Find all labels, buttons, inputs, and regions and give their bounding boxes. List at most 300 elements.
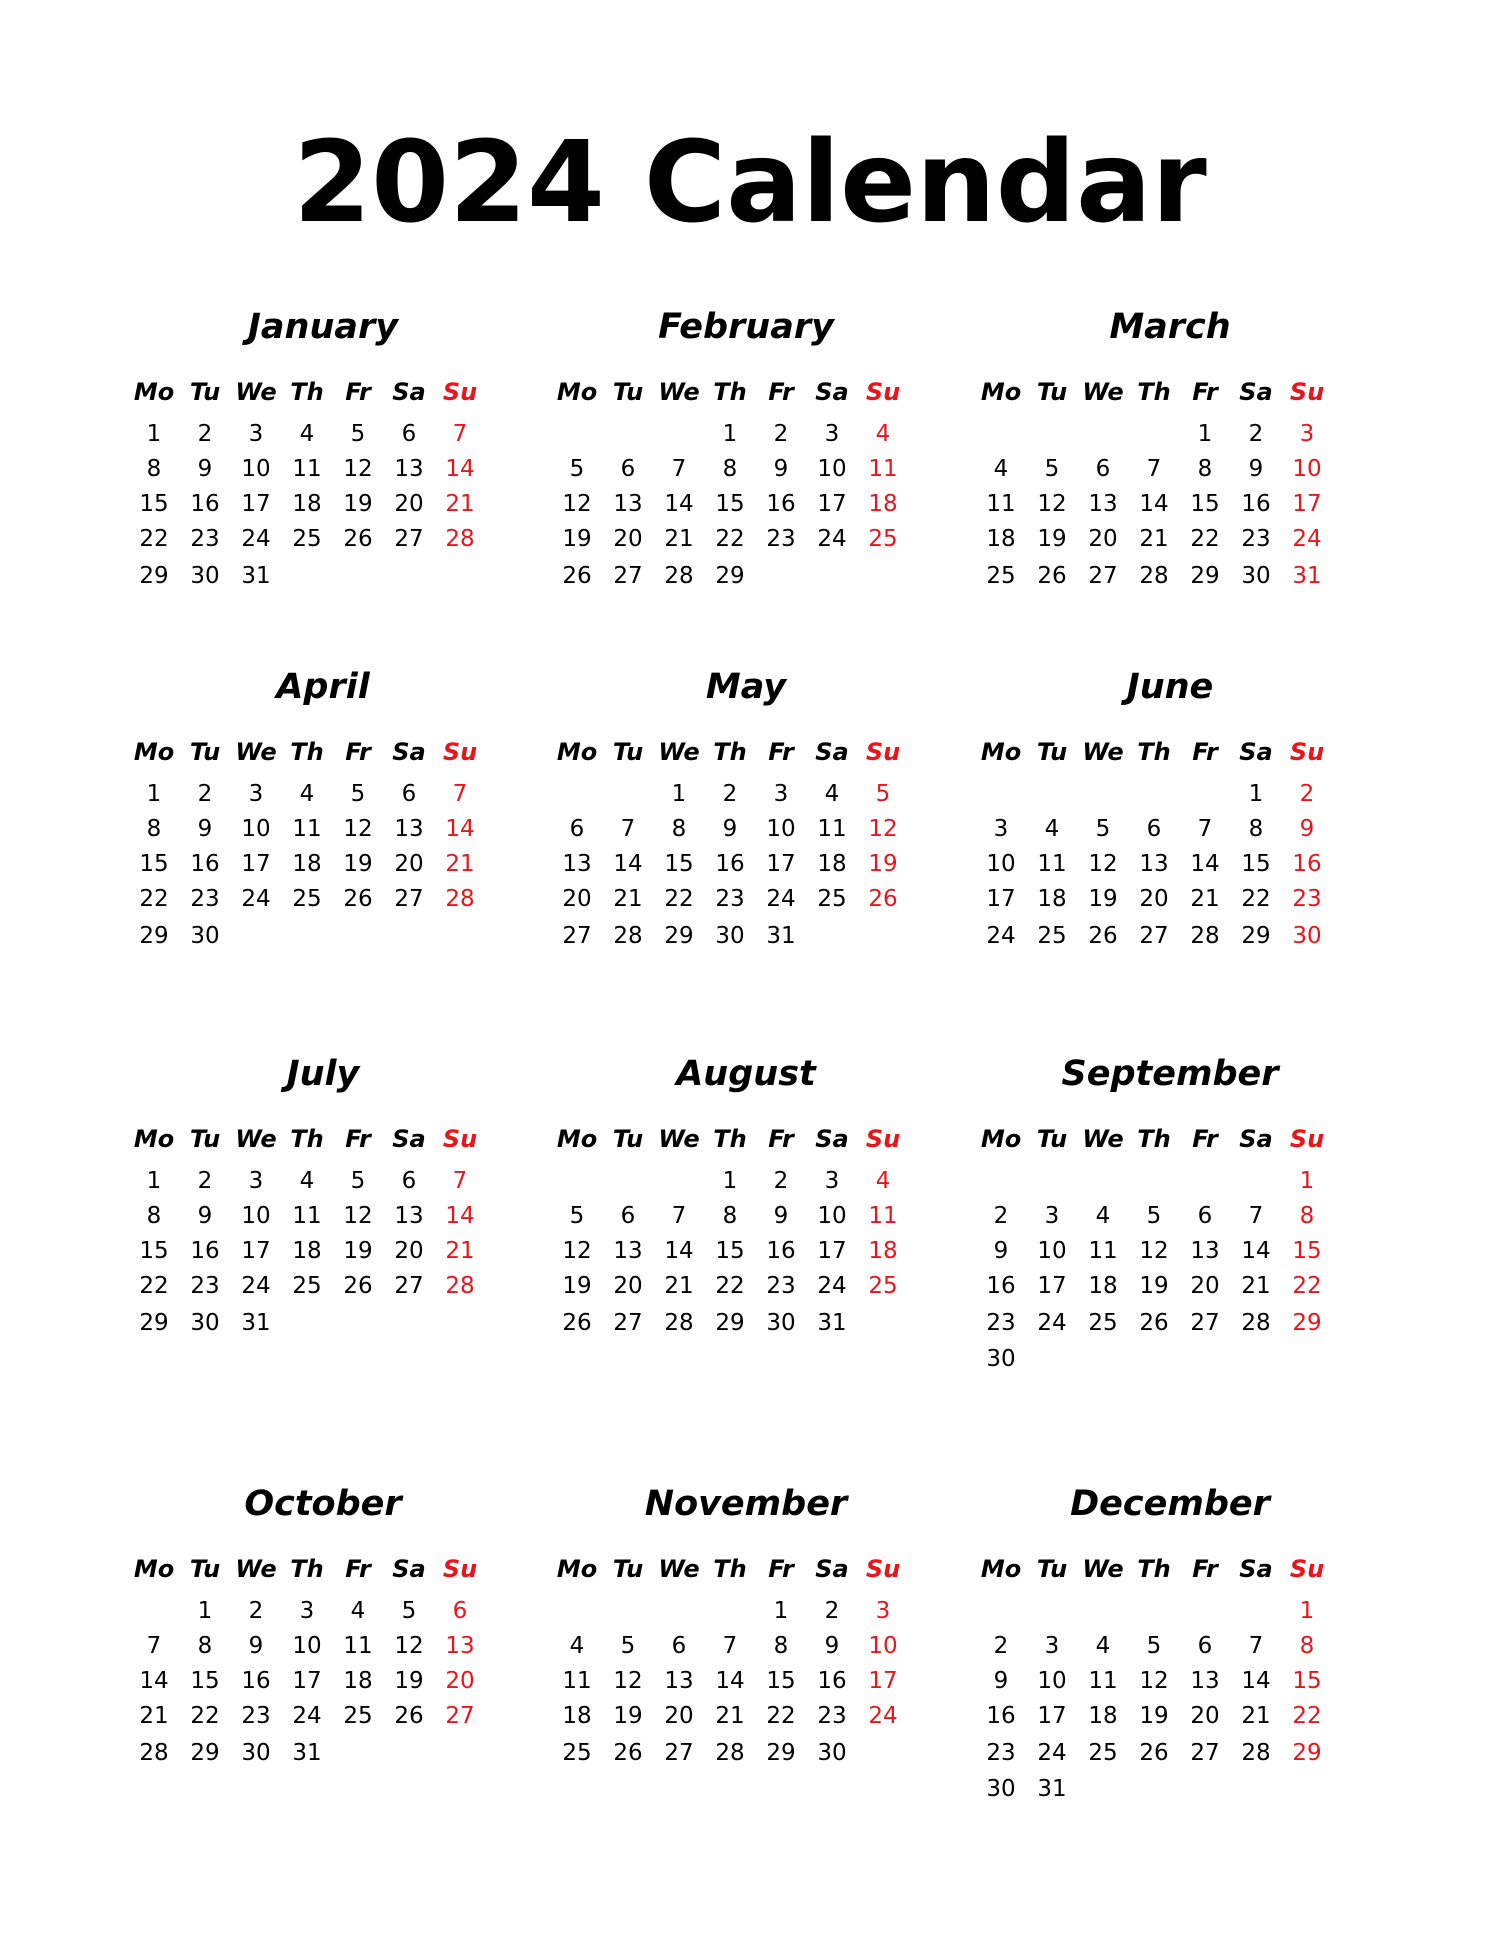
day-cell: 19 [1037,526,1067,552]
day-cell: 22 [139,1273,169,1299]
weekday-header-tu: Tu [189,738,221,766]
day-cell: 15 [190,1668,220,1694]
day-cell: 25 [292,886,322,912]
weekday-header-tu: Tu [1036,378,1068,406]
day-cell-sunday: 7 [452,421,468,447]
weekday-header-tu: Tu [1036,738,1068,766]
day-cell: 2 [248,1598,264,1624]
weekday-header-th: Th [713,1555,747,1583]
day-cell: 27 [1190,1310,1220,1336]
day-cell: 16 [190,491,220,517]
weekday-header-fr: Fr [345,1555,371,1583]
day-cell: 26 [1037,563,1067,589]
weekday-header-sa: Sa [392,378,426,406]
day-cell: 13 [613,1238,643,1264]
day-cell: 9 [773,1203,789,1229]
day-cell: 8 [146,456,162,482]
day-cell-sunday: 13 [445,1633,475,1659]
weekday-header-sa: Sa [815,1555,849,1583]
day-cell: 13 [562,851,592,877]
day-cell-sunday: 10 [1292,456,1322,482]
weekday-header-fr: Fr [768,738,794,766]
day-cell: 24 [817,1273,847,1299]
day-cell: 26 [1088,923,1118,949]
day-cell: 26 [343,1273,373,1299]
day-cell: 21 [1190,886,1220,912]
day-cell: 17 [986,886,1016,912]
day-cell: 24 [292,1703,322,1729]
day-cell: 6 [1146,816,1162,842]
day-cell: 15 [766,1668,796,1694]
day-cell: 25 [1037,923,1067,949]
weekday-header-we: We [1082,1555,1124,1583]
day-cell: 21 [715,1703,745,1729]
day-cell: 20 [394,1238,424,1264]
day-cell: 15 [139,491,169,517]
day-cell: 9 [722,816,738,842]
day-cell-sunday: 4 [875,1168,891,1194]
day-cell: 6 [620,1203,636,1229]
day-cell: 20 [664,1703,694,1729]
day-cell: 16 [715,851,745,877]
day-cell-sunday: 17 [868,1668,898,1694]
day-cell: 30 [766,1310,796,1336]
weekday-header-th: Th [713,738,747,766]
day-cell: 22 [139,886,169,912]
day-cell: 18 [343,1668,373,1694]
day-cell: 11 [817,816,847,842]
day-cell: 28 [715,1740,745,1766]
day-cell: 2 [773,1168,789,1194]
day-cell: 9 [773,456,789,482]
weekday-header-su: Su [865,378,901,406]
day-cell: 7 [671,456,687,482]
weekday-header-th: Th [290,738,324,766]
day-cell: 5 [1146,1203,1162,1229]
day-cell: 14 [1241,1238,1271,1264]
month-name: June [1126,667,1214,707]
day-cell: 25 [1088,1310,1118,1336]
day-cell-sunday: 1 [1299,1168,1315,1194]
day-cell: 13 [394,1203,424,1229]
day-cell: 27 [664,1740,694,1766]
weekday-header-sa: Sa [1239,1125,1273,1153]
day-cell: 28 [664,1310,694,1336]
day-cell: 10 [241,816,271,842]
day-cell: 7 [671,1203,687,1229]
day-cell-sunday: 3 [1299,421,1315,447]
day-cell: 19 [562,1273,592,1299]
weekday-header-mo: Mo [556,738,598,766]
day-cell: 31 [766,923,796,949]
day-cell-sunday: 8 [1299,1203,1315,1229]
day-cell: 18 [292,851,322,877]
day-cell: 10 [241,1203,271,1229]
day-cell: 19 [1088,886,1118,912]
day-cell: 28 [664,563,694,589]
day-cell: 28 [139,1740,169,1766]
weekday-header-tu: Tu [612,738,644,766]
weekday-header-su: Su [865,1555,901,1583]
weekday-header-th: Th [290,1125,324,1153]
day-cell: 19 [343,491,373,517]
day-cell: 10 [817,456,847,482]
weekday-header-mo: Mo [980,738,1022,766]
day-cell: 13 [394,816,424,842]
weekday-header-su: Su [442,1555,478,1583]
month-name: May [705,667,787,707]
day-cell: 3 [824,421,840,447]
day-cell: 16 [986,1703,1016,1729]
day-cell: 1 [1248,781,1264,807]
day-cell-sunday: 26 [868,886,898,912]
month-name: September [1061,1054,1279,1094]
day-cell: 4 [1044,816,1060,842]
day-cell: 13 [394,456,424,482]
day-cell: 2 [722,781,738,807]
day-cell: 1 [671,781,687,807]
day-cell: 2 [824,1598,840,1624]
day-cell: 30 [986,1346,1016,1372]
day-cell-sunday: 27 [445,1703,475,1729]
day-cell: 1 [146,781,162,807]
day-cell: 21 [664,526,694,552]
weekday-header-sa: Sa [1239,1555,1273,1583]
day-cell: 20 [1190,1703,1220,1729]
day-cell: 8 [146,816,162,842]
day-cell: 14 [1190,851,1220,877]
weekday-header-fr: Fr [345,1125,371,1153]
weekday-header-mo: Mo [556,1125,598,1153]
day-cell: 29 [1190,563,1220,589]
day-cell: 13 [1190,1668,1220,1694]
day-cell-sunday: 7 [452,781,468,807]
day-cell-sunday: 25 [868,1273,898,1299]
weekday-header-mo: Mo [133,738,175,766]
day-cell: 2 [197,781,213,807]
day-cell: 29 [1241,923,1271,949]
weekday-header-sa: Sa [815,738,849,766]
day-cell: 31 [1037,1776,1067,1802]
day-cell: 4 [824,781,840,807]
day-cell: 31 [241,563,271,589]
day-cell: 5 [569,456,585,482]
day-cell: 23 [986,1740,1016,1766]
day-cell: 20 [394,491,424,517]
day-cell-sunday: 4 [875,421,891,447]
day-cell-sunday: 17 [1292,491,1322,517]
day-cell: 27 [1190,1740,1220,1766]
day-cell: 26 [562,563,592,589]
weekday-header-mo: Mo [980,1125,1022,1153]
day-cell: 3 [248,1168,264,1194]
day-cell-sunday: 29 [1292,1740,1322,1766]
weekday-header-mo: Mo [133,378,175,406]
day-cell: 14 [664,1238,694,1264]
day-cell: 5 [350,781,366,807]
day-cell: 16 [766,491,796,517]
day-cell: 6 [401,421,417,447]
month-name: January [247,307,399,347]
day-cell: 16 [817,1668,847,1694]
day-cell: 3 [248,781,264,807]
day-cell: 23 [766,1273,796,1299]
day-cell: 11 [1037,851,1067,877]
day-cell: 17 [292,1668,322,1694]
day-cell: 28 [1139,563,1169,589]
day-cell: 3 [824,1168,840,1194]
day-cell: 18 [986,526,1016,552]
day-cell: 13 [1088,491,1118,517]
day-cell-sunday: 16 [1292,851,1322,877]
day-cell: 18 [817,851,847,877]
day-cell: 15 [139,851,169,877]
day-cell: 29 [139,563,169,589]
day-cell-sunday: 18 [868,491,898,517]
day-cell: 27 [562,923,592,949]
weekday-header-su: Su [865,738,901,766]
day-cell: 4 [350,1598,366,1624]
day-cell: 6 [569,816,585,842]
month-name: July [286,1054,360,1094]
day-cell: 4 [1095,1203,1111,1229]
day-cell: 2 [197,421,213,447]
day-cell: 31 [241,1310,271,1336]
day-cell-sunday: 14 [445,816,475,842]
day-cell-sunday: 7 [452,1168,468,1194]
day-cell: 9 [197,816,213,842]
weekday-header-fr: Fr [1192,1555,1218,1583]
day-cell: 23 [986,1310,1016,1336]
day-cell: 1 [722,1168,738,1194]
day-cell: 22 [715,526,745,552]
day-cell: 12 [343,816,373,842]
day-cell: 3 [248,421,264,447]
weekday-header-tu: Tu [1036,1125,1068,1153]
day-cell: 20 [394,851,424,877]
day-cell-sunday: 15 [1292,1668,1322,1694]
day-cell: 6 [401,781,417,807]
day-cell: 19 [343,851,373,877]
day-cell: 1 [197,1598,213,1624]
day-cell-sunday: 12 [868,816,898,842]
day-cell: 21 [1241,1703,1271,1729]
day-cell: 13 [1190,1238,1220,1264]
day-cell: 29 [715,563,745,589]
day-cell: 24 [241,886,271,912]
weekday-header-sa: Sa [392,738,426,766]
day-cell: 9 [197,456,213,482]
day-cell: 16 [1241,491,1271,517]
day-cell: 30 [817,1740,847,1766]
day-cell: 11 [292,816,322,842]
day-cell: 12 [562,491,592,517]
day-cell: 10 [1037,1668,1067,1694]
day-cell-sunday: 29 [1292,1310,1322,1336]
day-cell: 8 [773,1633,789,1659]
day-cell: 5 [1146,1633,1162,1659]
day-cell: 26 [1139,1310,1169,1336]
day-cell: 7 [722,1633,738,1659]
day-cell: 25 [292,526,322,552]
day-cell: 16 [190,851,220,877]
day-cell: 14 [613,851,643,877]
day-cell: 6 [1197,1633,1213,1659]
day-cell-sunday: 21 [445,491,475,517]
day-cell: 13 [613,491,643,517]
day-cell: 19 [343,1238,373,1264]
day-cell: 21 [1139,526,1169,552]
day-cell: 3 [299,1598,315,1624]
day-cell-sunday: 24 [1292,526,1322,552]
day-cell: 16 [986,1273,1016,1299]
day-cell: 25 [817,886,847,912]
day-cell-sunday: 9 [1299,816,1315,842]
day-cell: 30 [1241,563,1271,589]
day-cell-sunday: 25 [868,526,898,552]
day-cell: 15 [715,1238,745,1264]
day-cell-sunday: 11 [868,456,898,482]
day-cell: 9 [1248,456,1264,482]
day-cell: 7 [1248,1633,1264,1659]
day-cell: 2 [993,1203,1009,1229]
day-cell: 21 [664,1273,694,1299]
day-cell: 5 [620,1633,636,1659]
day-cell: 22 [1241,886,1271,912]
weekday-header-tu: Tu [612,378,644,406]
day-cell: 7 [146,1633,162,1659]
day-cell: 25 [986,563,1016,589]
day-cell-sunday: 2 [1299,781,1315,807]
day-cell: 1 [146,421,162,447]
day-cell: 2 [773,421,789,447]
day-cell: 3 [773,781,789,807]
day-cell: 23 [190,886,220,912]
day-cell-sunday: 28 [445,886,475,912]
day-cell: 23 [817,1703,847,1729]
day-cell: 28 [613,923,643,949]
day-cell: 22 [1190,526,1220,552]
day-cell: 23 [190,526,220,552]
day-cell: 31 [817,1310,847,1336]
weekday-header-we: We [658,1555,700,1583]
weekday-header-th: Th [713,378,747,406]
day-cell: 7 [1146,456,1162,482]
weekday-header-mo: Mo [980,378,1022,406]
day-cell-sunday: 8 [1299,1633,1315,1659]
day-cell: 29 [190,1740,220,1766]
day-cell: 27 [1088,563,1118,589]
day-cell: 6 [401,1168,417,1194]
day-cell: 27 [394,886,424,912]
day-cell: 12 [1088,851,1118,877]
day-cell: 5 [569,1203,585,1229]
day-cell: 11 [562,1668,592,1694]
weekday-header-sa: Sa [1239,378,1273,406]
day-cell: 11 [292,1203,322,1229]
day-cell: 18 [1037,886,1067,912]
weekday-header-tu: Tu [612,1125,644,1153]
day-cell: 30 [190,1310,220,1336]
day-cell: 5 [401,1598,417,1624]
day-cell: 27 [613,1310,643,1336]
month-name: August [676,1054,816,1094]
weekday-header-sa: Sa [815,1125,849,1153]
day-cell-sunday: 11 [868,1203,898,1229]
month-name: February [658,307,834,347]
day-cell: 21 [1241,1273,1271,1299]
day-cell-sunday: 21 [445,851,475,877]
day-cell-sunday: 31 [1292,563,1322,589]
day-cell: 2 [1248,421,1264,447]
weekday-header-su: Su [1289,1125,1325,1153]
month-name: December [1070,1484,1270,1524]
weekday-header-we: We [235,1125,277,1153]
day-cell: 16 [241,1668,271,1694]
day-cell: 6 [671,1633,687,1659]
day-cell: 20 [613,526,643,552]
day-cell-sunday: 23 [1292,886,1322,912]
day-cell: 26 [343,886,373,912]
day-cell-sunday: 18 [868,1238,898,1264]
day-cell: 3 [993,816,1009,842]
day-cell: 14 [664,491,694,517]
weekday-header-fr: Fr [768,1125,794,1153]
day-cell: 23 [766,526,796,552]
day-cell: 24 [241,526,271,552]
day-cell: 17 [241,491,271,517]
day-cell: 13 [1139,851,1169,877]
day-cell-sunday: 22 [1292,1703,1322,1729]
day-cell: 4 [299,781,315,807]
weekday-header-su: Su [1289,1555,1325,1583]
day-cell-sunday: 10 [868,1633,898,1659]
day-cell: 21 [613,886,643,912]
day-cell: 20 [1190,1273,1220,1299]
day-cell: 30 [241,1740,271,1766]
day-cell-sunday: 28 [445,1273,475,1299]
day-cell: 11 [986,491,1016,517]
day-cell: 24 [1037,1310,1067,1336]
day-cell: 11 [343,1633,373,1659]
day-cell-sunday: 30 [1292,923,1322,949]
weekday-header-tu: Tu [612,1555,644,1583]
weekday-header-we: We [235,378,277,406]
weekday-header-we: We [235,738,277,766]
day-cell-sunday: 15 [1292,1238,1322,1264]
day-cell: 23 [241,1703,271,1729]
day-cell: 31 [292,1740,322,1766]
day-cell: 4 [299,421,315,447]
day-cell: 1 [146,1168,162,1194]
weekday-header-fr: Fr [345,738,371,766]
weekday-header-su: Su [1289,738,1325,766]
day-cell: 7 [1197,816,1213,842]
day-cell: 22 [715,1273,745,1299]
weekday-header-mo: Mo [556,378,598,406]
day-cell: 30 [190,923,220,949]
day-cell: 17 [766,851,796,877]
day-cell: 6 [1095,456,1111,482]
day-cell-sunday: 19 [868,851,898,877]
day-cell: 18 [562,1703,592,1729]
day-cell: 13 [664,1668,694,1694]
day-cell: 16 [766,1238,796,1264]
weekday-header-we: We [658,738,700,766]
day-cell: 7 [620,816,636,842]
day-cell: 15 [664,851,694,877]
day-cell: 9 [993,1238,1009,1264]
